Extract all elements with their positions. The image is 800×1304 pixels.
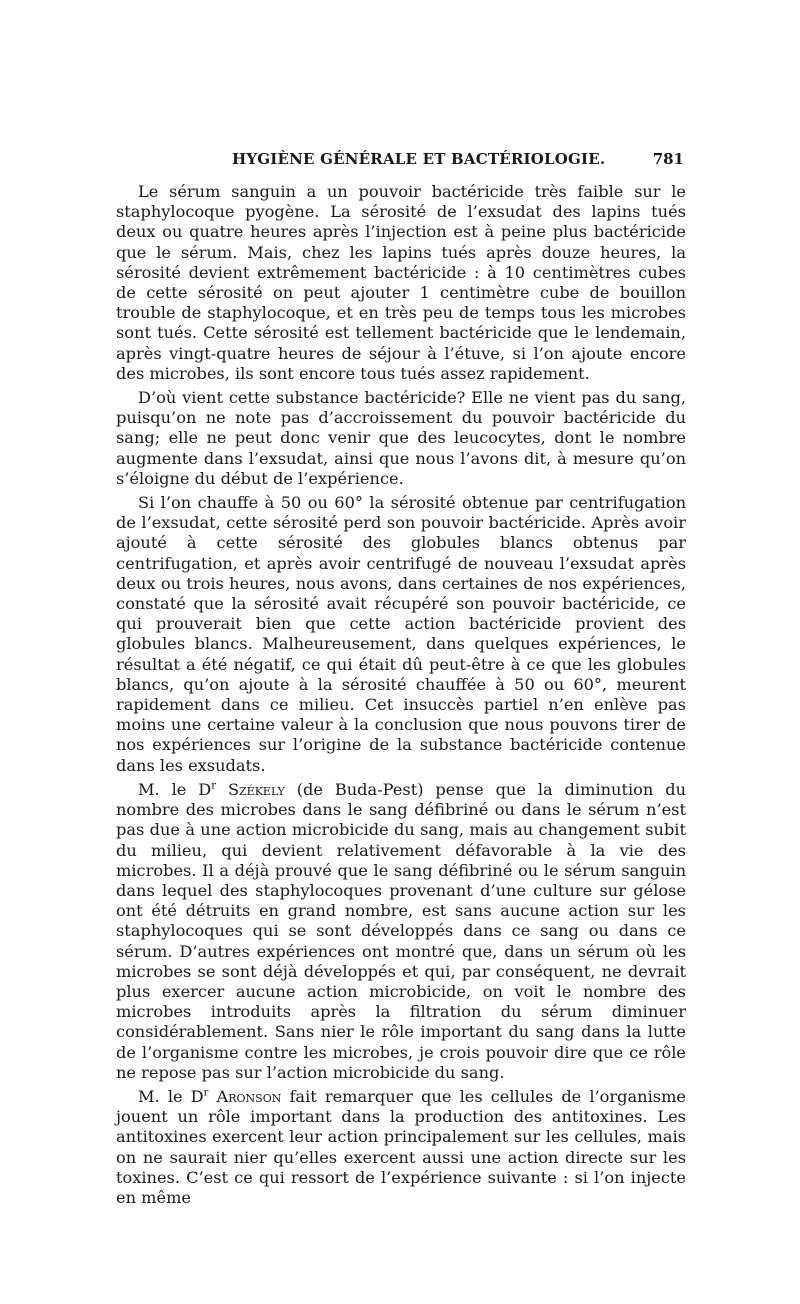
body-text [116, 182, 686, 1212]
page-number: 781 [652, 150, 684, 168]
paragraph-3: Si l’on chauffe à 50 ou 60° la sérosité obtenue par centrifugation de l’exsudat, cette sérosité perd son pouvoir bactéricide. Après avoir ajouté à cette sérosité des globules blancs obtenus par centrifugation, et après avoir centrifugé de nouveau l’exsudat après deux ou trois heures, nous avons, dans certaines de nos expériences, constaté que la sérosité avait récupéré son pouvoir bactéricide, ce qui prouverait bien que cette action bactéricide provient des globules blancs. Malheureusement, dans quelques expériences, le résultat a été négatif, ce qui était dû peut-être à ce que les globules blancs, qu’on ajoute à la sérosité chauffée à 50 ou 60°, meurent rapidement dans ce milieu. Cet insuccès partiel n’en enlève pas moins une certaine valeur à la conclusion que nous pouvons tirer de nos expériences sur l’origine de la substance bactéricide contenue dans les exsudats. [116, 493, 686, 775]
paragraph-5 [116, 1087, 686, 1208]
speaker-prefix: M. le D [138, 1086, 204, 1106]
paragraph-1: Le sérum sanguin a un pouvoir bactéricide très faible sur le staphylocoque pyogène. La sérosité de l’exsudat des lapins tués deux ou quatre heures après l’injection est à peine plus bactéricide que le sérum. Mais, chez les lapins tués après douze heures, la sérosité devient extrêmement bactéricide : à 10 centimètres cubes de cette sérosité on peut ajouter 1 centimètre cube de bouillon trouble de staphylocoque, et en très peu de temps tous les microbes sont tués. Cette sérosité est tellement bactéricide que le lendemain, après vingt-quatre heures de séjour à l’étuve, si l’on ajoute encore des microbes, ils sont encore tous tués assez rapidement. [116, 182, 686, 383]
speaker-name-aronson: Aronson [216, 1086, 282, 1106]
paragraph-2: D’où vient cette substance bactéricide? Elle ne vient pas du sang, puisqu’on ne note pas d’accroissement du pouvoir bactéricide du sang; elle ne peut donc venir que des leucocytes, dont le nombre augmente dans l’exsudat, ainsi que nous l’avons dit, à mesure qu’on s’éloigne du début de l’expérience. [116, 388, 686, 488]
running-title: HYGIÈNE GÉNÉRALE ET BACTÉRIOLOGIE. [232, 150, 606, 168]
speaker-name-szekely: Székely [227, 779, 285, 799]
paragraph-5-text: fait remarquer que les cellules de l’organisme jouent un rôle important dans la production des antitoxines. Les antitoxines exercent leur action principalement sur les cellules, mais on ne saurait nier qu’elles exercent aussi une action directe sur les toxines. C’est ce qui ressort de l’expérience suivante : si l’on injecte en même [116, 1086, 687, 1207]
title-superscript: r [211, 780, 217, 792]
title-superscript: r [203, 1087, 209, 1099]
speaker-prefix: M. le D [138, 779, 212, 799]
paragraph-4 [116, 780, 686, 1083]
page-header [116, 150, 684, 174]
paragraph-4-text: (de Buda-Pest) pense que la diminution du nombre des microbes dans le sang défibriné ou dans le sérum n’est pas due à une action microbicide du sang, mais au changement subit du milieu, qui devient relativement défavorable à la vie des microbes. Il a déjà prouvé que le sang défibriné ou le sérum sanguin dans lequel des staphylocoques provenant d’une culture sur gélose ont été détruits en grand nombre, est sans aucune action sur les staphylocoques qui se sont développés dans ce sang ou dans ce sérum. D’autres expériences ont montré que, dans un sérum où les microbes se sont déjà développés et qui, par conséquent, ne devrait plus exercer aucune action microbicide, on voit le nombre des microbes introduits après la filtration du sérum diminuer considérablement. Sans nier le rôle important du sang dans la lutte de l’organisme contre les microbes, je crois pouvoir dire que ce rôle ne repose pas sur l’action microbicide du sang. [116, 779, 686, 1082]
